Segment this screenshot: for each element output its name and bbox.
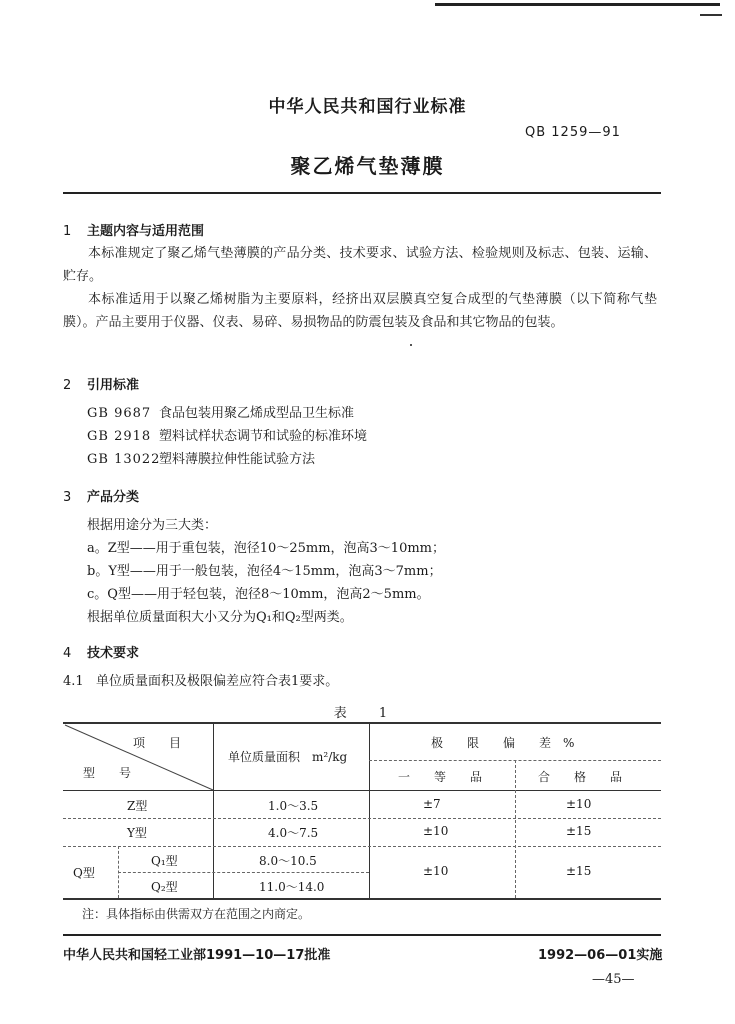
table-cell-area: 8.0～10.5 — [259, 854, 317, 868]
section-3-heading — [63, 486, 139, 505]
table-cell-area: 11.0～14.0 — [259, 880, 325, 894]
table-cell-type: Q₁型 — [151, 854, 178, 868]
reference-code: GB 13022 — [87, 452, 161, 467]
reference-item — [87, 448, 315, 467]
clause-4-1 — [63, 670, 338, 689]
reference-code: GB 9687 — [87, 406, 152, 421]
table-cell-qualified: ±15 — [566, 864, 592, 878]
document-title: 聚乙烯气垫薄膜 — [290, 154, 445, 178]
table-cell-type: Q₂型 — [151, 880, 178, 894]
classification-intro: 根据用途分为三大类： — [87, 518, 218, 533]
section-2-heading — [63, 374, 139, 393]
table-cell-q-group: Q型 — [73, 866, 95, 880]
table-header-qualified: 合 格 品 — [538, 770, 623, 784]
section-1-paragraph-2: 本标准适用于以聚乙烯树脂为主要原料，经挤出双层膜真空复合成型的气垫薄膜（以下简称气垫膜）。产品主要用于仪器、仪表、易碎、易损物品的防震包装及食品和其它物品的包装。 — [63, 292, 657, 330]
table-header-area: 单位质量面积 m²/kg — [228, 750, 348, 764]
table-row-border — [63, 846, 661, 847]
table-row-border — [63, 818, 661, 819]
reference-title: 塑料试样状态调节和试验的标准环境 — [159, 429, 368, 444]
table-cell-qualified: ±10 — [566, 797, 592, 811]
table-caption: 表 1 — [333, 706, 402, 721]
table-cell-area: 4.0～7.5 — [268, 826, 319, 840]
classification-item-b: b。Y型——用于一般包装，泡径4～15mm，泡高3～7mm； — [87, 564, 442, 579]
approval-text: 中华人民共和国轻工业部1991—10—17批准 — [63, 948, 331, 963]
top-scan-mark — [700, 14, 722, 16]
title-divider — [63, 192, 661, 194]
table-note: 注：具体指标由供需双方在范围之内商定。 — [82, 907, 311, 921]
clause-text: 单位质量面积及极限偏差应符合表1要求。 — [96, 674, 339, 689]
scan-speck — [410, 344, 412, 346]
table-cell-first: ±7 — [423, 797, 441, 811]
table-vline-3 — [515, 760, 516, 898]
section-2-number: 2 — [63, 378, 72, 393]
page-number: —45— — [592, 972, 635, 987]
footer-divider — [63, 934, 661, 936]
table-cell-first: ±10 — [423, 824, 449, 838]
table-cell-qualified: ±15 — [566, 824, 592, 838]
reference-item — [87, 425, 367, 444]
section-1-heading — [63, 220, 204, 239]
classification-item-c: c。Q型——用于轻包装，泡径8～10mm，泡高2～5mm。 — [87, 587, 430, 602]
table-row-border — [118, 872, 369, 873]
section-4-number: 4 — [63, 646, 72, 661]
table-header-item: 项 目 — [133, 736, 182, 750]
table-header-type: 型 号 — [83, 766, 132, 780]
table-header-first-grade: 一 等 品 — [398, 770, 483, 784]
reference-title: 塑料薄膜拉伸性能试验方法 — [159, 452, 316, 467]
table-vline-2 — [369, 722, 370, 898]
section-4-title: 技术要求 — [87, 646, 140, 661]
table-1 — [63, 722, 661, 900]
classification-outro: 根据单位质量面积大小又分为Q₁和Q₂型两类。 — [87, 610, 353, 625]
section-3-title: 产品分类 — [87, 490, 140, 505]
top-scan-rule — [435, 3, 720, 6]
table-cell-type: Z型 — [127, 799, 148, 813]
ministry-heading: 中华人民共和国行业标准 — [268, 97, 467, 117]
classification-item-a: a。Z型——用于重包装，泡径10～25mm，泡高3～10mm； — [87, 541, 445, 556]
table-subheader-border — [369, 760, 661, 761]
section-2-title: 引用标准 — [87, 378, 140, 393]
effective-date: 1992—06—01实施 — [538, 948, 663, 963]
standard-code: QB 1259—91 — [525, 125, 621, 140]
section-1-paragraph-1: 本标准规定了聚乙烯气垫薄膜的产品分类、技术要求、试验方法、检验规则及标志、包装、运输、贮存。 — [63, 246, 657, 284]
clause-number: 4.1 — [63, 674, 84, 689]
section-1-number: 1 — [63, 224, 72, 239]
table-header-deviation: 极 限 偏 差 % — [431, 736, 575, 750]
table-cell-type: Y型 — [127, 826, 147, 840]
section-1-title: 主题内容与适用范围 — [87, 224, 205, 239]
table-cell-first: ±10 — [423, 864, 449, 878]
section-3-number: 3 — [63, 490, 72, 505]
reference-item — [87, 402, 354, 421]
reference-code: GB 2918 — [87, 429, 152, 444]
table-bottom-border — [63, 898, 661, 900]
reference-title: 食品包装用聚乙烯成型品卫生标准 — [159, 406, 355, 421]
table-cell-area: 1.0～3.5 — [268, 799, 319, 813]
section-4-heading — [63, 642, 139, 661]
